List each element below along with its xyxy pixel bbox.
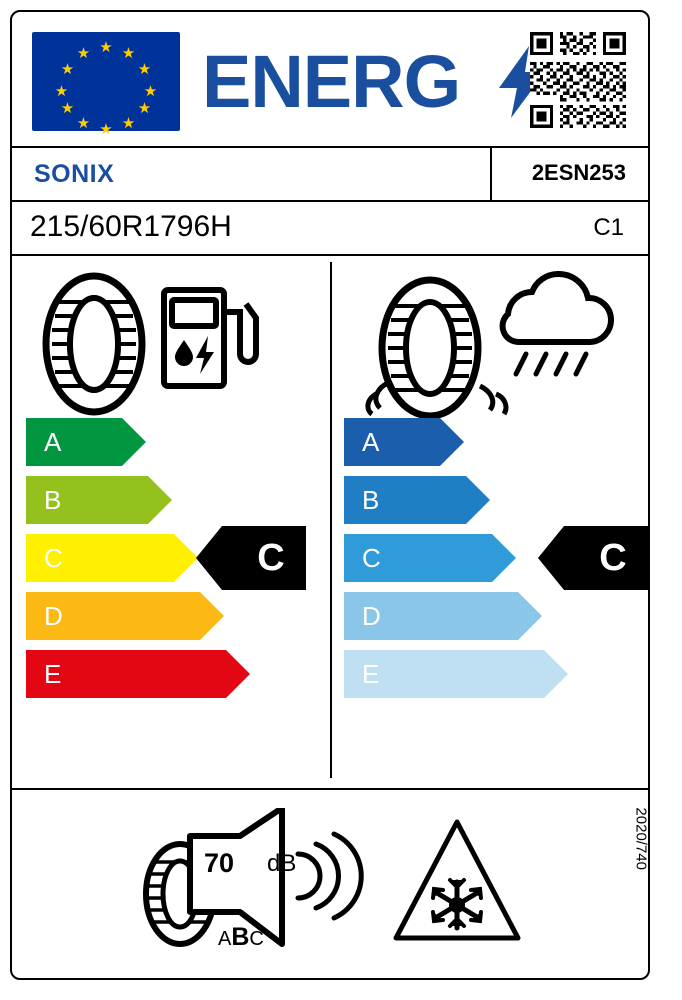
fuel-grade-a — [26, 418, 122, 466]
size-row — [12, 202, 648, 254]
noise-block — [132, 808, 392, 958]
grade-letter: E — [44, 659, 62, 689]
grade-row — [330, 592, 648, 640]
fuel-grade-e — [26, 650, 226, 698]
noise-db-value: 70 — [204, 848, 235, 878]
fuel-pump-icon — [164, 290, 256, 386]
fuel-grade-scale — [12, 418, 330, 708]
grade-row — [12, 650, 330, 698]
wet-grade-d — [344, 592, 518, 640]
date-code: 2020/740 — [633, 807, 650, 870]
qr-code-icon — [530, 32, 626, 128]
wet-grade-scale — [330, 418, 648, 708]
bottom-section — [12, 790, 648, 980]
grade-row — [330, 476, 648, 524]
three-peak-mountain-snowflake-icon — [392, 816, 522, 946]
grade-letter: A — [44, 427, 62, 457]
rain-cloud-icon — [503, 274, 611, 374]
fuel-rating-marker: C — [222, 526, 306, 590]
noise-class-selected: B — [231, 923, 250, 951]
tyre-energy-label — [10, 10, 650, 980]
grade-letter: B — [44, 485, 62, 515]
grade-row — [330, 534, 648, 582]
fuel-drop-icon — [175, 336, 214, 374]
wet-grade-a — [344, 418, 440, 466]
brand-row — [12, 148, 648, 200]
wet-grip-panel — [330, 256, 648, 788]
wet-grade-b — [344, 476, 466, 524]
wet-grade-e — [344, 650, 544, 698]
wet-grade-c — [344, 534, 492, 582]
grade-letter: A — [362, 427, 380, 457]
fuel-efficiency-panel — [12, 256, 330, 788]
fuel-grade-b — [26, 476, 148, 524]
grade-row — [12, 418, 330, 466]
grade-letter: E — [362, 659, 380, 689]
grade-row — [12, 592, 330, 640]
wet-grip-pictogram — [330, 270, 648, 420]
tyre-class: C1 — [593, 214, 624, 241]
brand-row-separator — [490, 148, 492, 200]
grade-letter: C — [362, 543, 381, 573]
snow-block — [392, 816, 522, 946]
fuel-pictogram — [12, 270, 330, 420]
noise-class-a: A — [218, 928, 232, 950]
fuel-grade-c — [26, 534, 174, 582]
grade-letter: D — [44, 601, 63, 631]
grade-row — [12, 476, 330, 524]
page-title: ENERG — [202, 40, 461, 123]
grade-letter: B — [362, 485, 380, 515]
noise-class-scale — [218, 923, 264, 952]
grade-letter: D — [362, 601, 381, 631]
grade-letter: C — [44, 543, 63, 573]
noise-db-unit: dB — [267, 850, 297, 877]
tyre-wet-icon — [382, 280, 478, 416]
fuel-grade-d — [26, 592, 200, 640]
grade-row — [330, 650, 648, 698]
brand-name: SONIX — [34, 160, 115, 188]
noise-class-c: C — [249, 928, 264, 950]
tyre-icon — [46, 276, 142, 412]
model-code: 2ESN253 — [531, 160, 626, 185]
main-panel-separator — [330, 262, 332, 778]
eu-flag-icon: ★ ★ ★ ★ ★ ★ ★ ★ ★ ★ ★ ★ — [32, 32, 180, 131]
label-header — [12, 12, 648, 146]
tyre-size: 215/60R1796H — [30, 210, 232, 243]
grade-row — [12, 534, 330, 582]
wet-rating-marker: C — [564, 526, 648, 590]
grade-row — [330, 418, 648, 466]
